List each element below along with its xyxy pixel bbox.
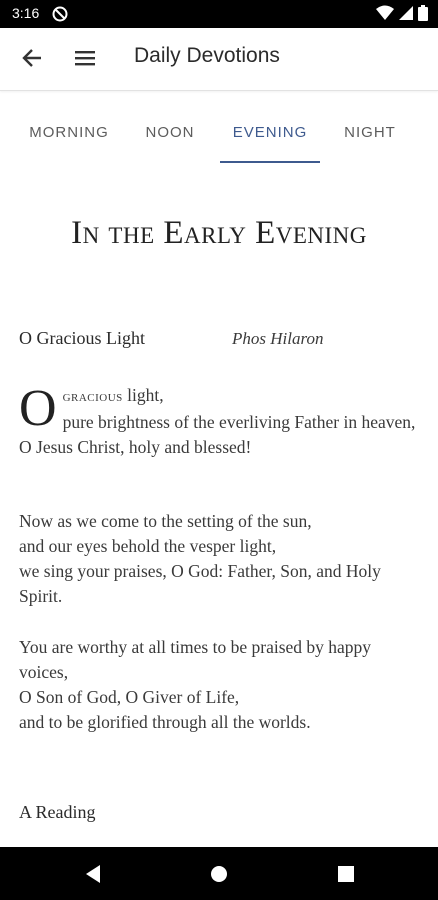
stanza-3-line-3: and to be glorified through all the worlds. <box>19 712 311 732</box>
status-bar <box>0 0 438 28</box>
menu-icon[interactable] <box>71 44 99 72</box>
wifi-icon <box>376 5 394 24</box>
recents-icon[interactable] <box>333 861 359 887</box>
tab-bar <box>0 91 438 163</box>
tab-noon[interactable]: NOON <box>145 124 195 141</box>
stanza-1-line-2: pure brightness of the everliving Father in heaven, <box>62 412 416 432</box>
app-bar <box>0 28 438 91</box>
stanza-1 <box>19 380 424 460</box>
tab-morning[interactable]: MORNING <box>29 124 109 141</box>
system-nav-bar <box>0 847 438 900</box>
do-not-disturb-icon <box>52 6 68 22</box>
stanza-3-line-2: O Son of God, O Giver of Life, <box>19 687 240 707</box>
stanza-3-line-1: You are worthy at all times to be praised by happy voices, <box>19 637 372 682</box>
stanza-3 <box>19 635 424 735</box>
signal-icon <box>398 5 414 24</box>
canticle-alt-title: Phos Hilaron <box>232 329 324 348</box>
stanza-2-line-1: Now as we come to the setting of the sun, <box>19 511 312 531</box>
drop-cap: O <box>19 380 57 437</box>
stanza-2-line-3: we sing your praises, O God: Father, Son, and Holy Spirit. <box>19 561 381 606</box>
battery-icon <box>418 5 428 24</box>
stanza-1-line-3: O Jesus Christ, holy and blessed! <box>19 437 252 457</box>
stanza-2-line-2: and our eyes behold the vesper light, <box>19 536 277 556</box>
section-title-reading: A Reading <box>19 802 96 822</box>
app-title: Daily Devotions <box>134 44 280 67</box>
stanza-2 <box>19 509 424 609</box>
tab-evening[interactable]: EVENING <box>220 91 320 163</box>
stanza-1-line-1: light, <box>122 385 164 405</box>
stanza-1-smallcaps: gracious <box>62 389 123 405</box>
back-arrow-icon[interactable] <box>18 44 46 72</box>
tab-night[interactable]: NIGHT <box>344 124 396 141</box>
nav-back-icon[interactable] <box>80 861 106 887</box>
status-icons <box>376 5 428 24</box>
canticle-title: O Gracious Light <box>19 328 145 348</box>
page-heading: In the Early Evening <box>71 215 367 251</box>
devotion-content[interactable] <box>0 163 438 847</box>
status-time: 3:16 <box>12 5 40 21</box>
home-icon[interactable] <box>206 861 232 887</box>
